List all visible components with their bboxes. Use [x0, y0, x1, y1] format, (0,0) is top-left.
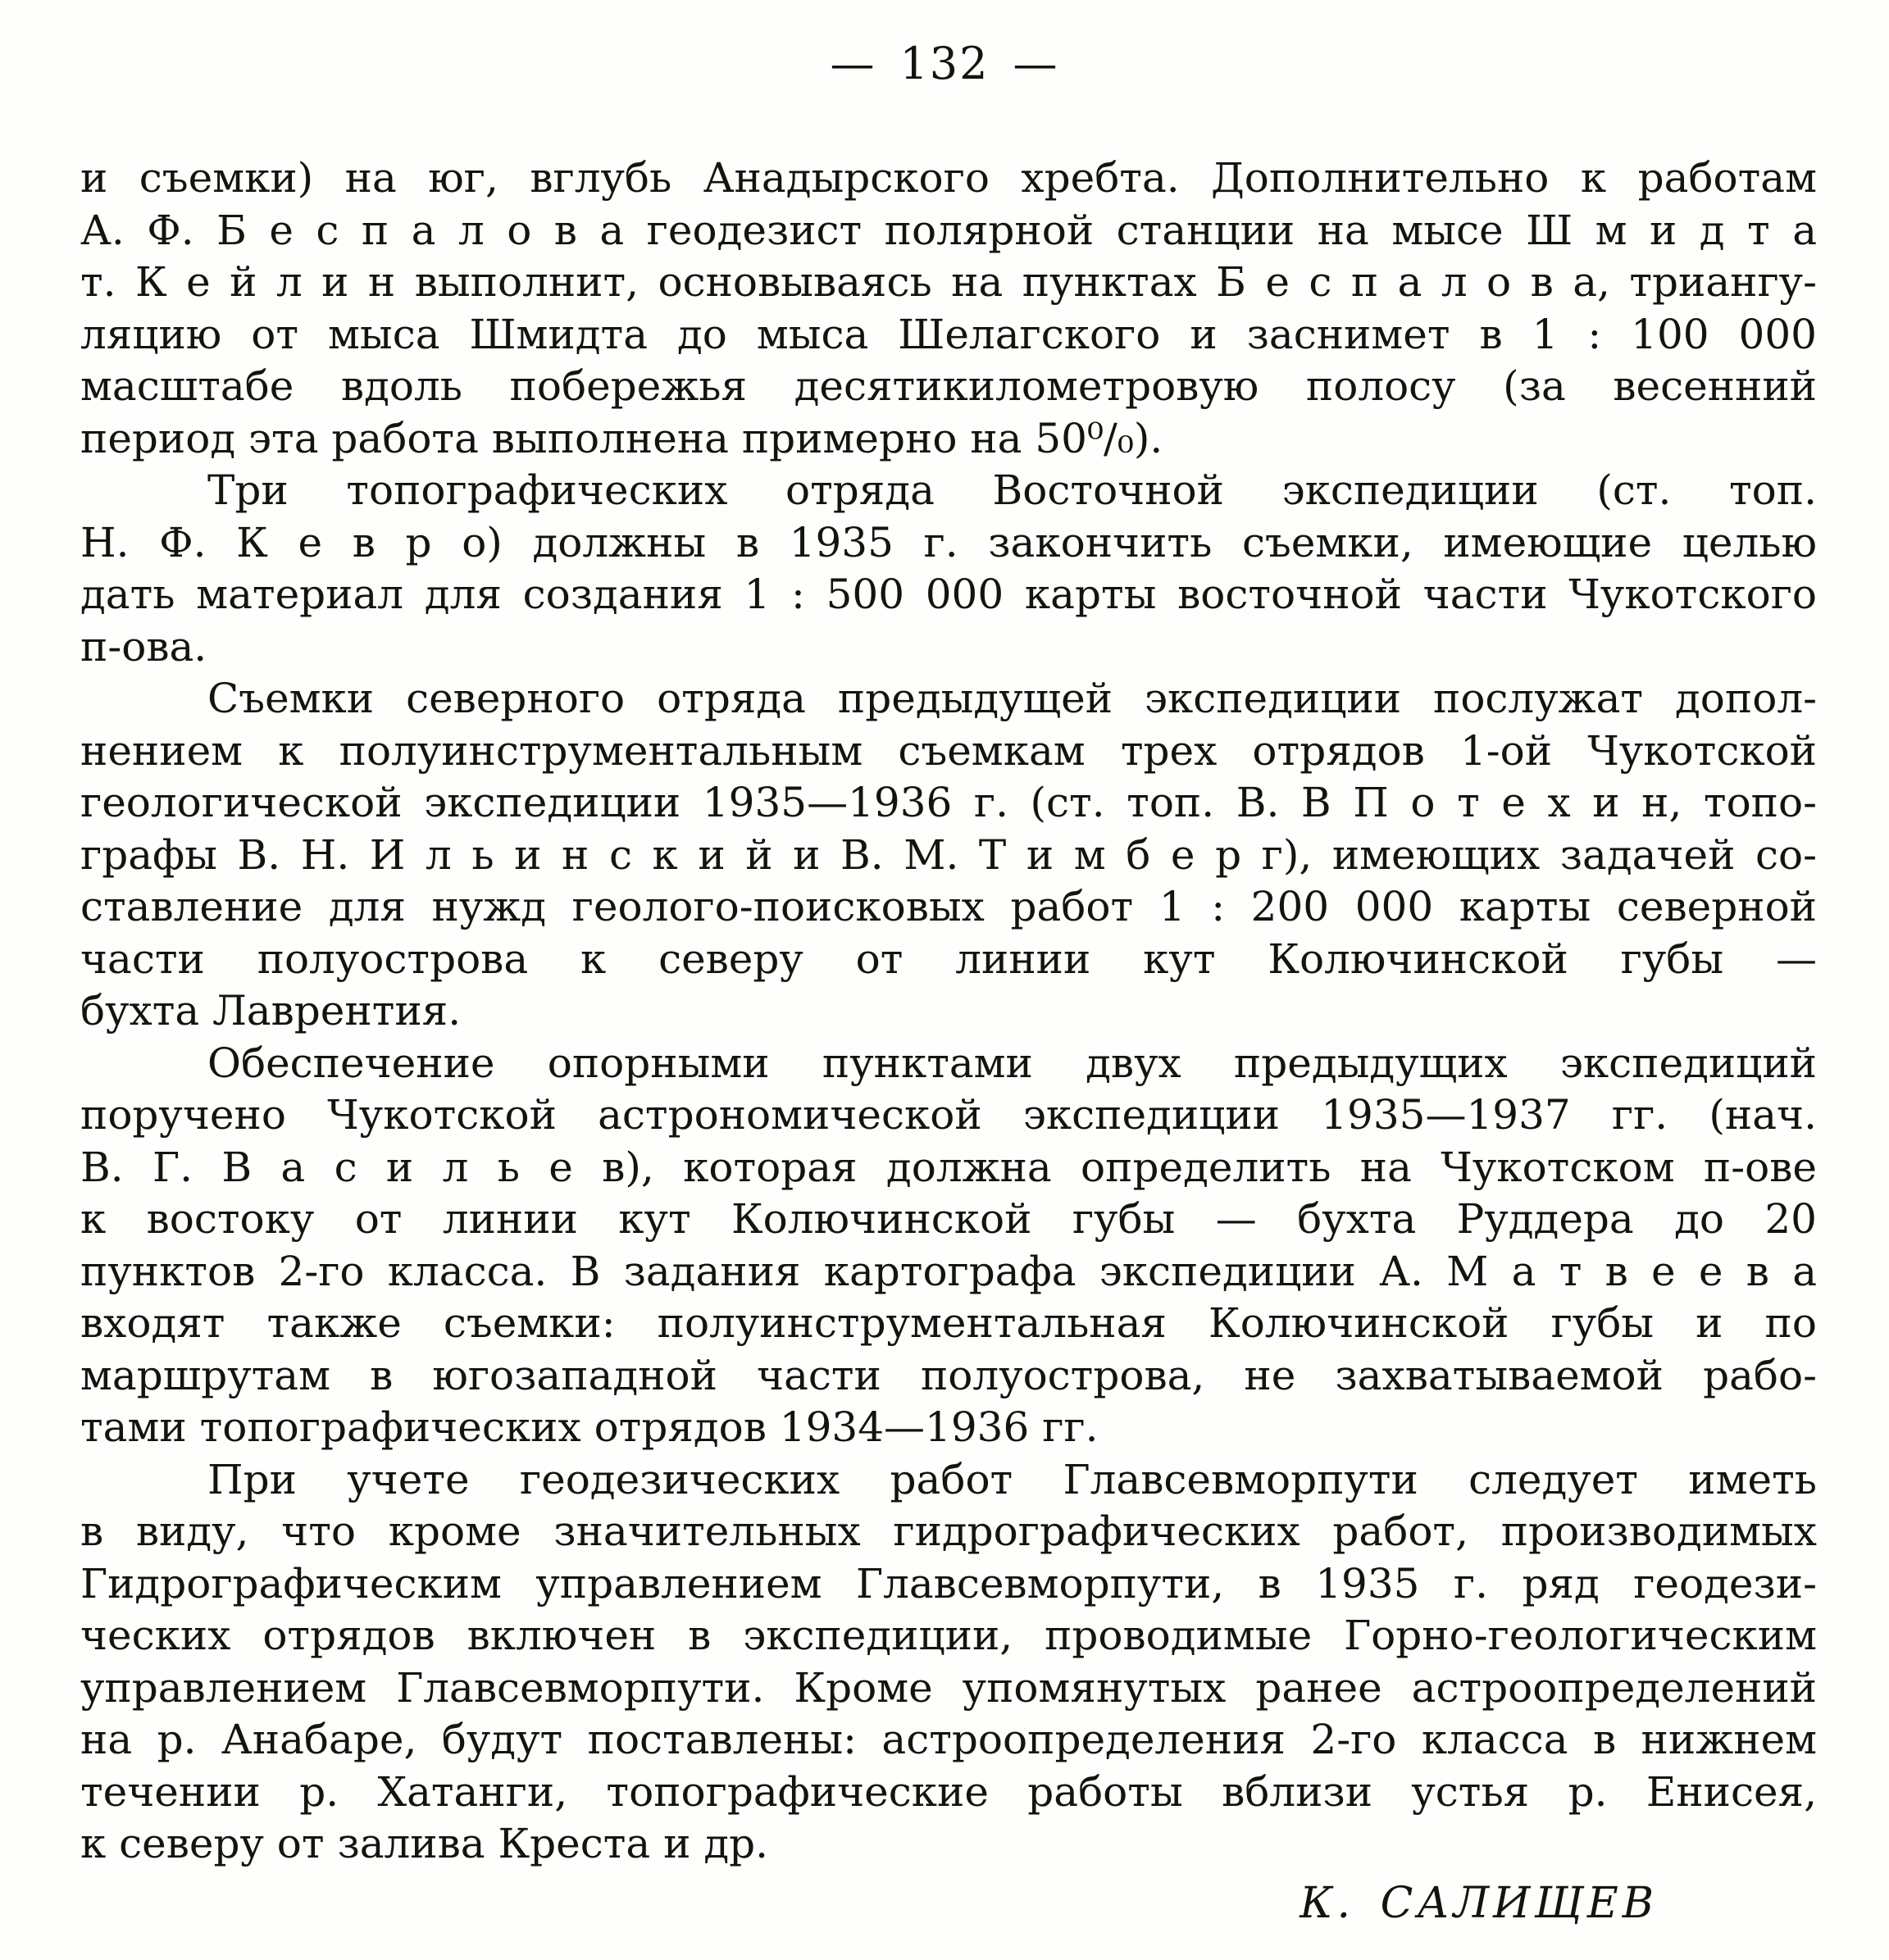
text-line: п-ова. — [80, 622, 207, 671]
paragraph — [80, 673, 1817, 1038]
text-line: дать материал для создания 1 : 500 000 карты восточной части Чукотского — [80, 571, 1817, 618]
text-line: ставление для нужд геолого-поисковых работ 1 : 200 000 карты северной — [80, 883, 1817, 930]
text-line: период эта работа выполнена примерно на 50⁰/₀). — [80, 414, 1163, 462]
text-line: Три топографических отряда Восточной экспедиции (ст. топ. — [207, 466, 1817, 514]
text-line: к северу от залива Креста и др. — [80, 1820, 769, 1867]
text-line: пунктов 2-го класса. В задания картографа экспедиции А. М а т в е е в а — [80, 1247, 1817, 1295]
text-line: Обеспечение опорными пунктами двух предыдущих экспедиций — [207, 1039, 1817, 1087]
text-line: входят также съемки: полуинструментальная Колючинской губы и по — [80, 1299, 1817, 1347]
author-signature: К. САЛИЩЕВ — [1300, 1879, 1658, 1928]
text-line: ческих отрядов включен в экспедиции, проводимые Горно-геологическим — [80, 1612, 1817, 1659]
text-line: и съемки) на юг, вглубь Анадырского хребта. Дополнительно к работам — [80, 154, 1817, 202]
text-line: к востоку от линии кут Колючинской губы — бухта Руддера до 20 — [80, 1195, 1817, 1243]
paragraph — [80, 152, 1817, 465]
text-line: течении р. Хатанги, топографические работы вблизи устья р. Енисея, — [80, 1767, 1817, 1816]
text-line: управлением Главсевморпути. Кроме упомянутых ранее астроопределений — [80, 1663, 1817, 1712]
text-line: поручено Чукотской астрономической экспедиции 1935—1937 гг. (нач. — [80, 1091, 1817, 1139]
page-number: — 132 — — [830, 38, 1059, 89]
text-line: графы В. Н. И л ь и н с к и й и В. М. Т и м б е р г), имеющих задачей со- — [80, 830, 1817, 879]
text-line: В. Г. В а с и л ь е в), которая должна определить на Чукотском п-ове — [80, 1143, 1817, 1191]
text-line: тами топографических отрядов 1934—1936 гг. — [80, 1403, 1099, 1451]
text-line: бухта Лаврентия. — [80, 987, 462, 1035]
text-line: При учете геодезических работ Главсевморпути следует иметь — [207, 1455, 1817, 1503]
text-line: Съемки северного отряда предыдущей экспедиции послужат допол- — [207, 675, 1817, 722]
text-line: части полуострова к северу от линии кут Колючинской губы — — [80, 935, 1817, 983]
paragraph — [80, 1454, 1817, 1871]
paragraph — [80, 465, 1817, 673]
document-body — [80, 152, 1817, 1871]
text-line: масштабе вдоль побережья десятикилометровую полосу (за весенний — [80, 362, 1817, 410]
text-line: в виду, что кроме значительных гидрографических работ, производимых — [80, 1508, 1817, 1555]
paragraph — [80, 1038, 1817, 1454]
text-line: А. Ф. Б е с п а л о в а геодезист полярной станции на мысе Ш м и д т а — [80, 206, 1817, 254]
text-line: т. К е й л и н выполнит, основываясь на пунктах Б е с п а л о в а, триангу- — [80, 258, 1817, 306]
text-line: маршрутам в югозападной части полуострова, не захватываемой рабо- — [80, 1351, 1817, 1399]
text-line: ляцию от мыса Шмидта до мыса Шелагского и заснимет в 1 : 100 000 — [80, 310, 1817, 358]
text-line: на р. Анабаре, будут поставлены: астроопределения 2-го класса в нижнем — [80, 1716, 1817, 1763]
text-line: Гидрографическим управлением Главсевморпути, в 1935 г. ряд геодези- — [80, 1559, 1817, 1608]
text-line: нением к полуинструментальным съемкам трех отрядов 1-ой Чукотской — [80, 726, 1817, 775]
text-line: геологической экспедиции 1935—1936 г. (ст. топ. В. В П о т е х и н, топо- — [80, 779, 1817, 826]
text-line: Н. Ф. К е в р о) должны в 1935 г. закончить съемки, имеющие целью — [80, 518, 1817, 566]
